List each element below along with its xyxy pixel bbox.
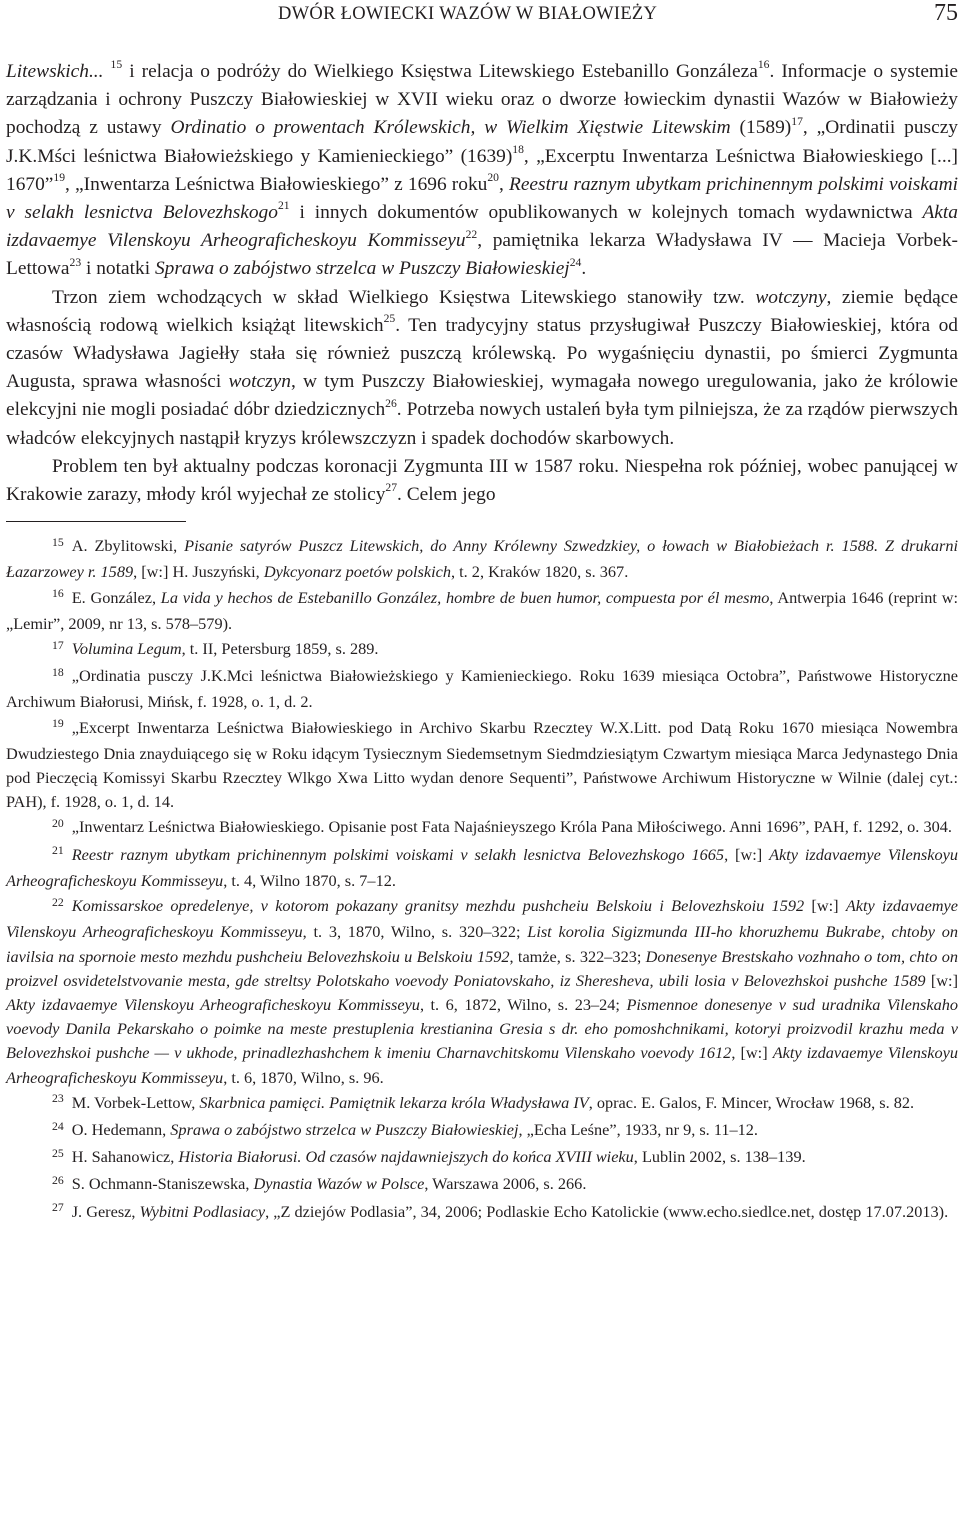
footnote-reference: 20	[487, 171, 499, 185]
text-run	[103, 61, 110, 82]
text-run: , oprac. E. Galos, F. Mincer, Wrocław 1968, s. 82.	[588, 1092, 915, 1112]
footnote-number: 26	[52, 1174, 64, 1188]
footnote	[6, 1200, 958, 1226]
text-run: „Excerpt Inwentarza Leśnictwa Białowieskiego in Archivo Skarbu Rzecztey W.X.Litt. pod Datą Roku 1670 miesiąca Nowembra Dwudziestego Dnia znayduiącego się w Roku idącym Tysiecznym Siedemsetnym Siedmdziesiątym Czwartym miesiąca Marca Jedynastego Dnia pod Pieczęcią Komissyi Skarbu Rzecztey Wlkgo Xwa Litto wydan denore Sequenti”, Państwowe Archiwum Historyczne w Wilnie (dalej cyt.: PAH), f. 1928, o. 1, d. 14.	[6, 717, 958, 812]
text-run: J. Geresz,	[71, 1201, 140, 1221]
page-header	[6, 0, 958, 30]
footnote	[6, 1091, 958, 1117]
text-run: , [w:]	[731, 1043, 773, 1063]
page	[6, 0, 958, 1227]
text-run: „Ordinatia pusczy J.K.Mci leśnictwa Białowieżskiego y Kamienieckiego. Roku 1639 miesiąca Octobra”, Państwowe Historyczne Archiwum Białorusi, Mińsk, f. 1928, o. 1, d. 2.	[6, 666, 958, 712]
paragraph	[6, 284, 958, 453]
footnote-number: 19	[52, 717, 64, 731]
footnote	[6, 534, 958, 584]
italic-text: Donesenye Brestskaho vozhnaho o tom, chto on proizvel osvidetelstvovanie mesta, gde streltsy Polotskaho voevody Poniatovskaho, iz Sheresheva, ubili losia v Belovezhskoi pushche 1589	[6, 946, 958, 990]
footnote-separator	[6, 521, 186, 522]
footnote	[6, 843, 958, 893]
footnote	[6, 1118, 958, 1144]
footnote-reference: 19	[53, 171, 66, 185]
text-run: S. Ochmann-Staniszewska,	[71, 1174, 254, 1194]
footnote-reference: 17	[791, 114, 803, 128]
text-run: , Warszawa 2006, s. 266.	[424, 1174, 587, 1194]
text-run: , t. 4, Wilno 1870, s. 7–12.	[223, 870, 396, 890]
italic-text: Akty izdavaemye Vilenskoyu Arheograficheskoyu Kommisseyu	[6, 896, 959, 942]
text-run: , t. 3, 1870, Wilno, s. 320–322;	[302, 922, 528, 942]
italic-text: La vida y hechos de Estebanillo González, hombre de buen humor, compuesta por él mesmo	[160, 587, 770, 607]
footnote	[6, 1172, 958, 1198]
footnote-number: 16	[52, 587, 64, 601]
italic-text: wotczyn	[228, 371, 291, 393]
text-run: , t. 2, Kraków 1820, s. 367.	[451, 562, 629, 582]
footnote-number: 27	[52, 1201, 64, 1215]
text-run: „Inwentarz Leśnictwa Białowieskiego. Opisanie post Fata Najaśnieyszego Króla Pana Miłościwego. Anni 1696”, PAH, f. 1292, o. 304.	[71, 817, 952, 837]
text-run: , t. 6, 1872, Wilno, s. 23–24;	[419, 994, 627, 1014]
paragraph	[6, 58, 958, 284]
text-run: ,	[498, 173, 509, 195]
paragraph	[6, 453, 958, 509]
italic-text: wotczyny	[755, 286, 827, 308]
footnote-reference: 18	[512, 142, 524, 156]
text-run: . Celem jego	[397, 484, 496, 506]
text-run: [w:]	[804, 896, 846, 916]
text-run: , t. 6, 1870, Wilno, s. 96.	[223, 1067, 384, 1087]
footnote-number: 18	[52, 666, 64, 679]
italic-text: Akty izdavaemye Vilenskoyu Arheograficheskoyu Kommisseyu	[6, 1043, 958, 1087]
text-run: M. Vorbek-Lettow,	[71, 1092, 200, 1112]
footnote-reference: 24	[569, 255, 582, 269]
text-run: , Antwerpia 1646 (reprint w: „Lemir”, 2009, nr 13, s. 578–579).	[6, 587, 958, 633]
italic-text: Litewskich...	[6, 61, 104, 82]
italic-text: Dykcyonarz poetów polskich	[263, 562, 451, 582]
text-run: A. Zbylitowski,	[71, 536, 185, 556]
footnote	[6, 1145, 958, 1171]
footnote-number: 25	[52, 1146, 64, 1160]
italic-text: Akty izdavaemye Vilenskoyu Arheograficheskoyu Kommisseyu	[6, 994, 420, 1014]
footnote	[6, 637, 958, 663]
italic-text: Skarbnica pamięci. Pamiętnik lekarza króla Władysława IV	[199, 1092, 589, 1112]
italic-text: Dynastia Wazów w Polsce	[253, 1174, 425, 1194]
footnote-number: 23	[52, 1092, 64, 1106]
text-run: . Potrzeba nowych ustaleń była tym pilniejsza, że za rządów pierwszych władców elekcyjnych nastąpił kryzys królewszczyzn i spadek dochodów skarbowych.	[6, 399, 958, 449]
footnote	[6, 815, 958, 841]
footnote-number: 21	[52, 844, 64, 858]
footnote-reference: 16	[757, 58, 770, 72]
text-run: H. Sahanowicz,	[71, 1147, 179, 1167]
italic-text: Pismennoe donesenye v sud uradnika Vilenskaho voevody Danila Pekarskaho o poimke na meste prestuplenia krestianina Gresia s dr. eho pomoshchnikami, kotoryi proizvodil krazhu meda v Belovezhskoi pushche — v ukhode, prinadlezhashchem k imeniu Charnavchitskomu Vilenskaho voevody 1612	[6, 994, 959, 1063]
text-run: Trzon ziem wchodzących w skład Wielkiego Księstwa Litewskiego stanowiły tzw.	[52, 286, 756, 308]
footnote	[6, 586, 958, 636]
body-text	[6, 58, 958, 509]
text-run: , w tym Puszczy Białowieskiej, wymagała nowego uregulowania, jako że królowie elekcyjni nie mogli posiadać dóbr dziedzicznych	[6, 371, 958, 421]
page-number: 75	[934, 0, 958, 26]
text-run: , „Echa Leśne”, 1933, nr 9, s. 11–12.	[518, 1119, 758, 1139]
italic-text: Wybitni Podlasiacy	[139, 1201, 266, 1221]
text-run: , [w:] H. Juszyński,	[133, 562, 264, 582]
text-run: , „Excerptu Inwentarza Leśnictwa Białowieskiego [...] 1670”	[6, 145, 958, 195]
italic-text: List korolia Sigizmunda III-ho khoruzhemu Bukrabe, chtoby on iavilsia na spornoie mesto mezhdu pushcheiu Belovezhskoiu u Belskoiu 1592	[6, 922, 958, 966]
italic-text: Historia Białorusi. Od czasów najdawniejszych do końca XVIII wieku	[178, 1147, 634, 1167]
italic-text: Ordinatio o prowentach Królewskich, w Wielkim Xięstwie Litewskim	[170, 117, 731, 139]
italic-text: Akty izdavaemye Vilenskoyu Arheograficheskoyu Kommisseyu	[6, 844, 958, 890]
text-run: , „Inwentarza Leśnictwa Białowieskiego” z 1696 roku	[65, 173, 488, 195]
footnotes	[6, 534, 958, 1225]
footnote-reference: 21	[277, 199, 290, 213]
text-run: O. Hedemann,	[71, 1119, 171, 1139]
footnote	[6, 664, 958, 714]
footnote-reference: 26	[385, 396, 397, 410]
text-run: E. González,	[71, 587, 161, 607]
text-run: , „Ordinatii pusczy J.K.Mści leśnictwa Białowieżskiego y Kamienieckiego” (1639)	[6, 117, 958, 167]
footnote-number: 22	[52, 895, 64, 909]
footnote	[6, 894, 958, 1090]
italic-text: Akta izdavaemye Vilenskoyu Arheograficheskoyu Kommisseyu	[6, 202, 958, 252]
text-run: , [w:]	[724, 844, 770, 864]
italic-text: Sprawa o zabójstwo strzelca w Puszczy Białowieskiej	[170, 1119, 519, 1139]
text-run: , pamiętnika lekarza Władysława IV — Macieja Vorbek-Lettowa	[6, 230, 958, 280]
footnote-reference: 22	[465, 227, 478, 241]
footnote-number: 20	[52, 817, 64, 831]
text-run: i innych dokumentów opublikowanych w kolejnych tomach wydawnictwa	[289, 202, 923, 224]
footnote-reference: 15	[110, 58, 123, 72]
text-run: . Informacje o systemie zarządzania i ochrony Puszczy Białowieskiej w XVII wieku oraz o dworze łowieckim dynastii Wazów w Białowieży pochodzą z ustawy	[6, 61, 958, 139]
text-run: [w:]	[925, 970, 958, 990]
text-run: Problem ten był aktualny podczas koronacji Zygmunta III w 1587 roku. Niespełna rok później, wobec panującej w Krakowie zarazy, młody król wyjechał ze stolicy	[6, 455, 958, 506]
text-run: (1589)	[730, 117, 792, 139]
footnote-reference: 23	[69, 255, 82, 269]
text-run: i relacja o podróży do Wielkiego Księstwa Litewskiego Estebanillo Gonzáleza	[122, 61, 758, 82]
text-run: , t. II, Petersburg 1859, s. 289.	[181, 639, 379, 659]
footnote-number: 15	[52, 535, 64, 549]
footnote	[6, 716, 958, 815]
text-run: i notatki	[81, 258, 155, 280]
text-run: , Lublin 2002, s. 138–139.	[633, 1147, 806, 1167]
running-head: DWÓR ŁOWIECKI WAZÓW W BIAŁOWIEŻY	[278, 4, 658, 24]
italic-text: Komissarskoe opredelenye, v kotorom pokazany granitsy mezhdu pushcheiu Belskoiu i Belovezhskoiu 1592	[71, 896, 805, 916]
italic-text: Reestr raznym ubytkam prichinennym polskimi voiskami v selakh lesnictva Belovezhskogo 1665	[71, 844, 725, 864]
italic-text: Pisanie satyrów Puszcz Litewskich, do Anny Królewny Szwedzkiey, o łowach w Białobieżach r. 1588. Z drukarni Łazarzowey r. 1589	[6, 536, 958, 582]
footnote-reference: 25	[383, 312, 396, 326]
text-run: , tamże, s. 322–323;	[509, 946, 646, 966]
footnote-reference: 27	[385, 481, 398, 495]
text-run: , ziemie będące własnością rodową wielkich książąt litewskich	[6, 286, 958, 336]
text-run: , „Z dziejów Podlasia”, 34, 2006; Podlaskie Echo Katolickie (www.echo.siedlce.net, dostęp 17.07.2013).	[265, 1201, 949, 1221]
italic-text: Volumina Legum	[71, 639, 182, 659]
footnote-number: 17	[52, 638, 64, 652]
text-run: .	[581, 258, 587, 280]
italic-text: Sprawa o zabójstwo strzelca w Puszczy Białowieskiej	[154, 258, 570, 280]
text-run: . Ten tradycyjny status przysługiwał Puszczy Białowieskiej, która od czasów Władysława Jagiełły stała się również puszczą królewską. Po wygaśnięciu dynastii, po śmierci Zygmunta Augusta, sprawa własności	[6, 314, 959, 393]
footnote-number: 24	[52, 1119, 64, 1133]
italic-text: Reestru raznym ubytkam prichinennym polskimi voiskami v selakh lesnictva Belovezhskogo	[6, 173, 958, 224]
